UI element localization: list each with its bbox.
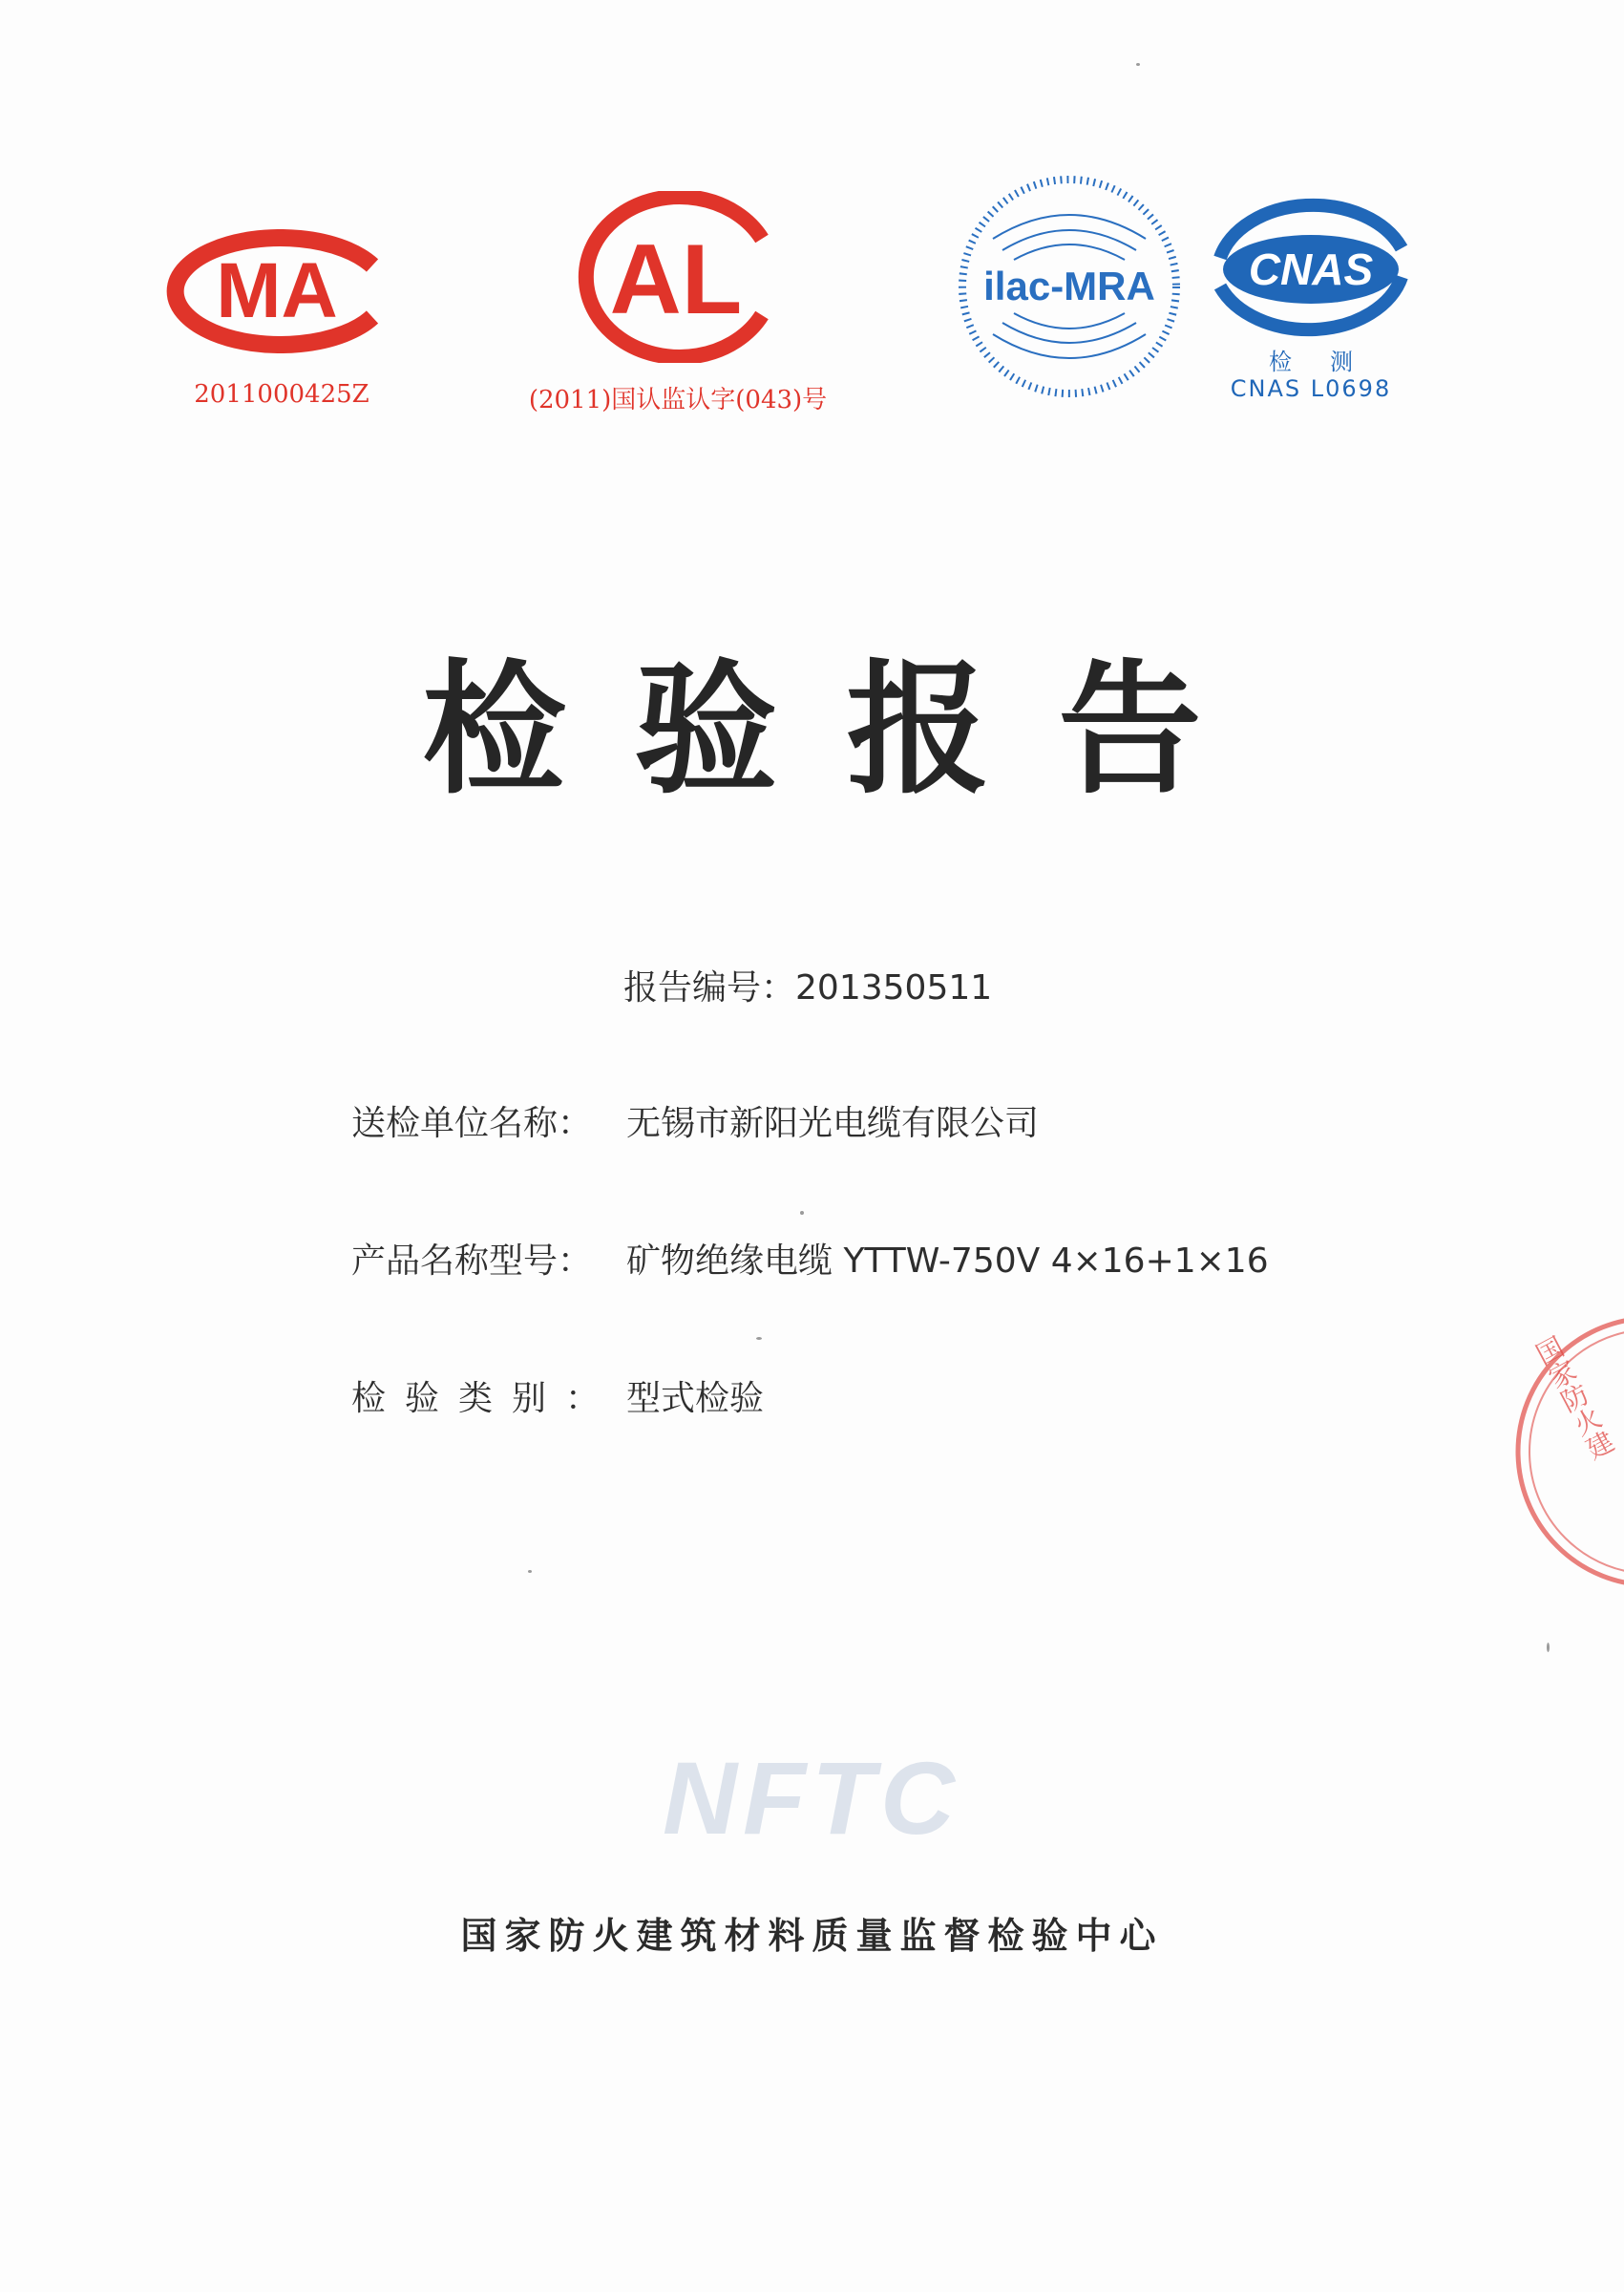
scan-speck (528, 1570, 532, 1573)
cma-logo-text: MA (216, 247, 338, 334)
report-number-label: 报告编号： (623, 968, 796, 1008)
field-value: 无锡市新阳光电缆有限公司 (626, 1104, 1040, 1143)
cnas-line-1: 检测 (1269, 349, 1391, 375)
cnas-logo (1201, 181, 1421, 353)
ilac-logo-text: ilac-MRA (983, 264, 1155, 308)
seal-text: 国家防火建 (1528, 1331, 1619, 1465)
cnas-accreditation (1201, 349, 1421, 402)
cnas-line-2: CNAS L0698 (1230, 375, 1392, 402)
cma-code: 2011000425Z (194, 380, 369, 409)
field-submitter (351, 1096, 1039, 1145)
cal-logo-text: AL (609, 224, 743, 335)
cal-logo (573, 191, 788, 363)
field-value: 矿物绝缘电缆 YTTW-750V 4×16+1×16 (626, 1242, 1269, 1281)
field-inspection-type (351, 1371, 764, 1420)
field-label: 产品名称型号： (351, 1242, 593, 1281)
cnas-logo-text: CNAS (1248, 244, 1374, 294)
field-value: 型式检验 (626, 1379, 765, 1418)
page-title: 检验报告 (422, 647, 1271, 814)
scan-speck (1136, 63, 1140, 66)
cal-code: (2011)国认监认字(043)号 (528, 386, 828, 414)
cma-logo (162, 229, 401, 353)
scan-speck (800, 1211, 804, 1215)
field-label: 检验类别： (351, 1379, 620, 1418)
scan-speck (1547, 1643, 1550, 1652)
scan-speck (756, 1337, 762, 1340)
report-number-value: 201350511 (795, 968, 993, 1008)
report-number (623, 961, 992, 1009)
ilac-mra-logo (955, 172, 1184, 401)
field-product (351, 1234, 1269, 1283)
field-label: 送检单位名称： (351, 1104, 593, 1143)
organization-name: 国家防火建筑材料质量监督检验中心 (460, 1915, 1164, 1957)
nftc-watermark: NFTC (663, 1740, 960, 1856)
